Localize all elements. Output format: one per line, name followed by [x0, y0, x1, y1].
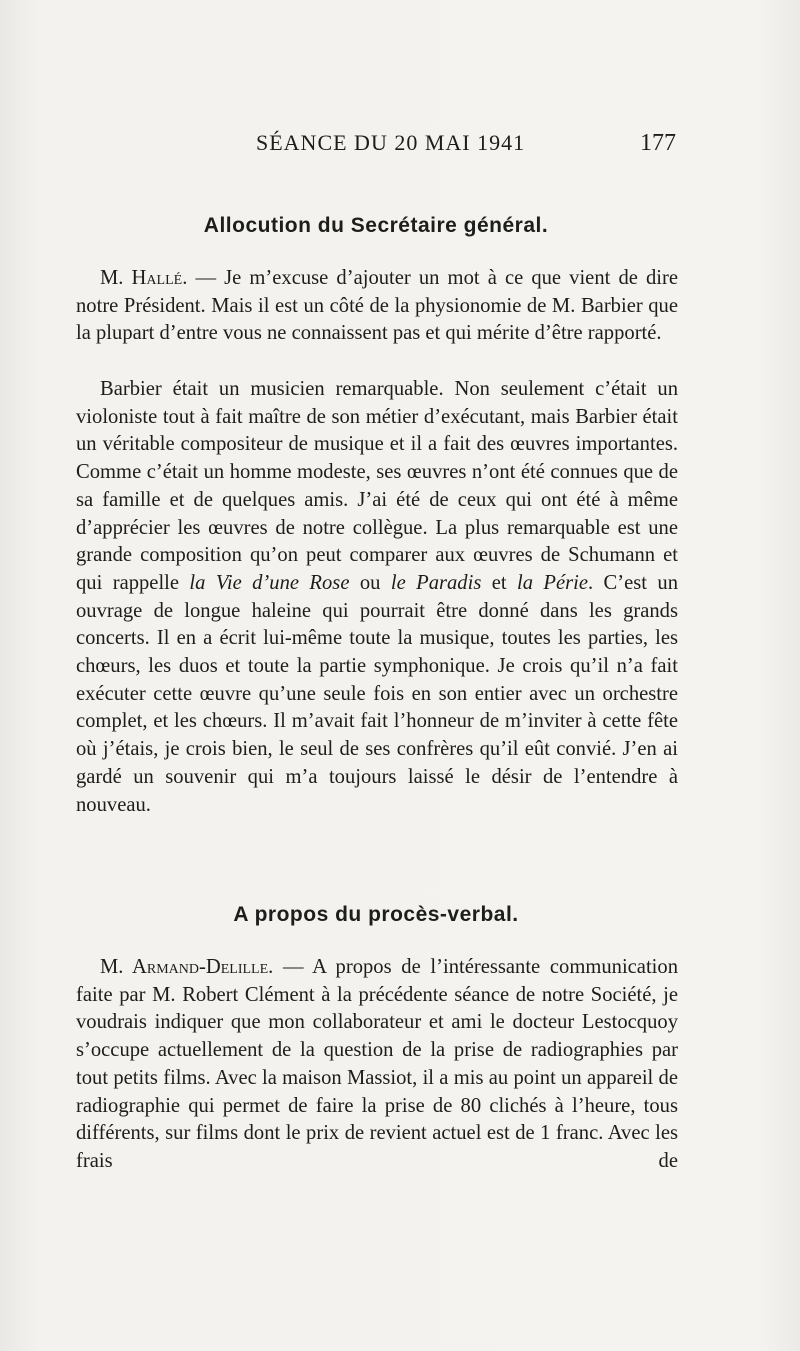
section-heading-allocution: Allocution du Secrétaire général.	[203, 214, 549, 237]
paragraph-text: — Je m’excuse d’ajouter un mot à ce que vient de dire notre Président. Mais il est un côté de la physionomie de M. Barbier que la plupart d’entre vous ne connaissent pas et qui mérite d’être rapporté.	[76, 267, 678, 345]
speaker-name: M. Armand-Delille.	[100, 956, 274, 978]
conjunction: ou	[349, 571, 391, 594]
conjunction: et	[481, 571, 517, 594]
page-header	[76, 130, 676, 164]
paragraph-halle	[76, 265, 678, 348]
work-title: la Vie d’une Rose	[189, 571, 350, 594]
paragraph-text: . C’est un ouvrage de longue haleine qui pourrait être donné dans les grands concerts. Il en a écrit lui-même toute la musique, toutes les parties, les chœurs, les duos et toute la partie symphonique. Je crois qu’il n’a fait exécuter cette œuvre qu’une seule fois en son entier avec un orchestre complet, et les chœurs. Il m’avait fait l’honneur de m’inviter à cette fête où j’étais, je crois bien, le seul de ses confrères qu’il eût convié. J’en ai gardé un souvenir qui m’a toujours laissé le désir de l’entendre à nouveau.	[76, 571, 679, 816]
paragraph-barbier	[76, 376, 678, 819]
page-number: 177	[640, 130, 676, 156]
paragraph-armand-delille	[76, 954, 678, 1176]
section-heading-proces-verbal: A propos du procès-verbal.	[233, 903, 519, 926]
speaker-name: M. Hallé.	[100, 267, 188, 289]
work-title: la Périe	[517, 571, 589, 594]
paragraph-text: Barbier était un musicien remarquable. Non seulement c’était un violoniste tout à fait maître de son métier d’exécutant, mais Barbier était un véritable compositeur de musique et il a fait des œuvres importantes. Comme c’était un homme modeste, ses œuvres n’ont été connues que de sa famille et de quelques amis. J’ai été de ceux qui ont été à même d’apprécier les œuvres de notre collègue. La plus remarquable est une grande composition qu’on peut comparer aux œuvres de Schumann et qui rappelle	[76, 378, 678, 594]
running-head: SÉANCE DU 20 MAI 1941	[256, 130, 526, 155]
work-title: le Paradis	[390, 571, 482, 594]
paragraph-text: — A propos de l’intéressante communication faite par M. Robert Clément à la précédente séance de notre Société, je voudrais indiquer que mon collaborateur et ami le docteur Lestocquoy s’occupe actuellement de la question de la prise de radiographies par tout petits films. Avec la maison Massiot, il a mis au point un appareil de radiographie qui permet de faire la prise de 80 clichés à l’heure, tous différents, sur films dont le prix de revient actuel est de 1 franc. Avec les frais de	[76, 956, 678, 1172]
